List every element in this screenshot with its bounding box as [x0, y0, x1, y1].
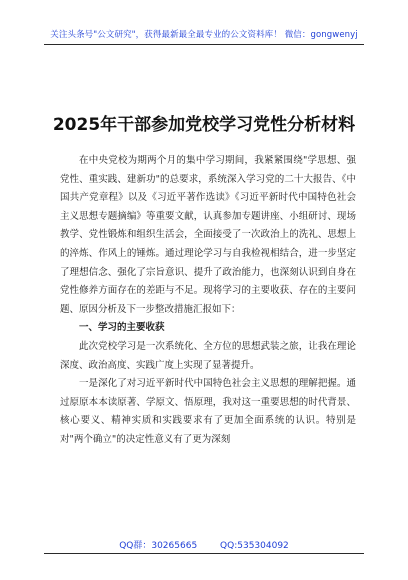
body-paragraph: 一是深化了对习近平新时代中国特色社会主义思想的理解把握。通过原原本本读原著、学原文、悟原理，我对这一重要思想的时代背景、核心要义、精神实质和实践要求有了更加全面系统的认识。特别是对"两个确立"的决定性意义有了更为深刻 — [60, 378, 356, 445]
footer-contact — [0, 538, 408, 551]
document-body — [60, 152, 356, 450]
footer-divider — [44, 553, 364, 554]
qq-group-number: QQ群：30265665 — [119, 541, 198, 551]
header-divider — [44, 44, 364, 45]
section-heading: 一、学习的主要收获 — [79, 322, 165, 334]
document-title: 2025年干部参加党校学习党性分析材料 — [52, 115, 356, 136]
body-paragraph: 此次党校学习是一次系统化、全方位的思想武装之旅，让我在理论深度、政治高度、实践广度上实现了显著提升。 — [60, 340, 356, 371]
header-notice: 关注头条号"公文研究"，获得最新最全最专业的公文资料库！ 微信：gongwenyj — [50, 30, 358, 40]
qq-number: QQ:535304092 — [220, 541, 289, 551]
body-paragraph: 在中央党校为期两个月的集中学习期间，我紧紧围绕"学思想、强党性、重实践、建新功"的总要求，系统深入学习党的二十大报告、《中国共产党章程》以及《习近平著作选读》《习近平新时代中国特色社会主义思想专题摘编》等重要文献，认真参加专题讲座、小组研讨、现场教学、党性锻炼和组织生活会，全面接受了一次政治上的洗礼、思想上的淬炼、作风上的锤炼。通过理论学习与自我检视相结合，进一步坚定了理想信念、强化了宗旨意识、提升了政治能力，也深刻认识到自身在党性修养方面存在的差距与不足。现将学习的主要收获、存在的主要问题、原因分析及下一步整改措施汇报如下： — [60, 155, 356, 315]
